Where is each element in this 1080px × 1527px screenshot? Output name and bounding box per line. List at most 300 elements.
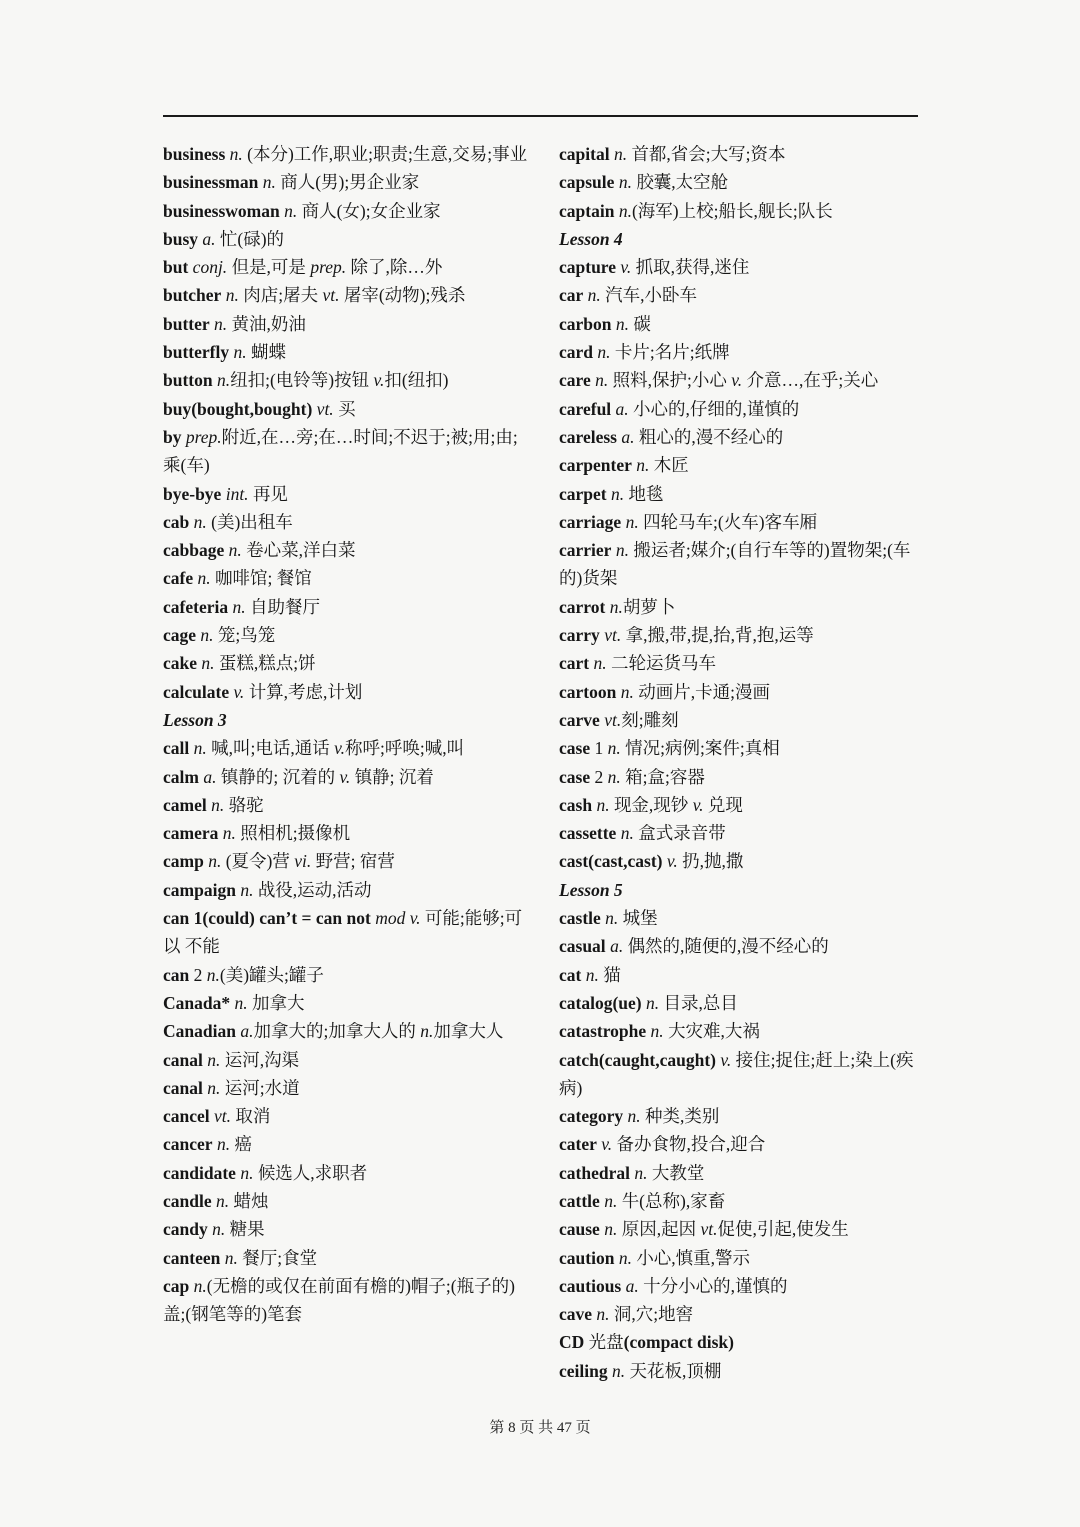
definition: 蜡烛 [229, 1190, 269, 1211]
definition: 卡片;名片;纸牌 [610, 342, 730, 363]
part-of-speech: n. [209, 313, 228, 334]
vocab-entry [163, 1244, 535, 1272]
headword: cattle [559, 1190, 600, 1211]
part-of-speech: n. [621, 511, 639, 532]
headword: cast(cast,cast) [559, 851, 663, 872]
part-of-speech: vi. [294, 851, 312, 872]
definition: 咖啡馆; 餐馆 [210, 568, 312, 589]
headword: catch(caught,caught) [559, 1049, 716, 1070]
definition: 抓取,获得,迷住 [631, 257, 750, 278]
vocab-entry [559, 649, 931, 677]
vocab-entry [559, 281, 931, 309]
vocab-entry [559, 253, 931, 281]
part-of-speech: n. [607, 1360, 626, 1381]
vocab-entry [559, 819, 931, 847]
headword: castle [559, 908, 601, 929]
part-of-speech: n. [258, 172, 276, 193]
headword: casual [559, 936, 606, 957]
part-of-speech: prep. [181, 426, 222, 447]
vocab-entry [163, 593, 535, 621]
headword: candidate [163, 1162, 236, 1183]
part-of-speech: n. [629, 1162, 648, 1183]
headword: canal [163, 1077, 203, 1098]
part-of-speech: n. [196, 625, 214, 646]
vocab-entry [163, 564, 535, 592]
page-footer: 第 8 页 共 47 页 [489, 1420, 591, 1436]
vocab-entry [163, 281, 535, 309]
definition: 野营; 宿营 [311, 851, 395, 872]
part-of-speech: n. [583, 285, 601, 306]
definition: 镇静; 沉着 [350, 766, 434, 787]
definition: 十分小心的,谨慎的 [638, 1275, 788, 1296]
definition: 卷心菜,洋白菜 [241, 540, 356, 561]
headword: Canadian [163, 1021, 236, 1042]
vocab-entry [163, 649, 535, 677]
headword: cabbage [163, 540, 225, 561]
headword: carbon [559, 313, 612, 334]
definition: (海军)上校;船长,舰长;队长 [631, 200, 833, 221]
definition: 猫 [598, 964, 621, 985]
headword: businesswoman [163, 200, 280, 221]
definition: 加拿大人 [433, 1021, 504, 1042]
vocab-entry [559, 1130, 931, 1158]
vocab-entry [559, 197, 931, 225]
part-of-speech: n. [212, 370, 231, 391]
vocab-entry [559, 508, 931, 536]
right-column [559, 140, 931, 1385]
definition: 胶囊,太空舱 [631, 172, 729, 193]
part-of-speech: n. [590, 370, 609, 391]
headword: cause [559, 1219, 600, 1240]
part-of-speech: vt. [209, 1106, 232, 1127]
headword: businessman [163, 172, 259, 193]
part-of-speech: n. [220, 1247, 238, 1268]
part-of-speech: n. [203, 851, 222, 872]
headword: card [559, 342, 594, 363]
headword: (compact disk) [623, 1332, 734, 1353]
headword: butterfly [163, 342, 230, 363]
vocab-entry [559, 1300, 931, 1328]
vocab-entry [163, 1215, 535, 1243]
part-of-speech: mod v. [370, 908, 421, 929]
headword: cancer [163, 1134, 213, 1155]
definition: 买 [333, 398, 356, 419]
vocab-entry [559, 310, 931, 338]
headword: catastrophe [559, 1021, 647, 1042]
vocab-entry [163, 310, 535, 338]
definition: 照相机;摄像机 [235, 823, 351, 844]
part-of-speech: n. [609, 144, 628, 164]
definition: 糖果 [225, 1219, 265, 1240]
vocab-entry [559, 621, 931, 649]
definition: (美)出租车 [206, 511, 293, 532]
vocab-entry [163, 791, 535, 819]
headword: call [163, 738, 190, 759]
vocab-entry [559, 451, 931, 479]
part-of-speech: n. [230, 992, 248, 1013]
lesson-heading: Lesson 5 [559, 879, 623, 900]
vocab-entry [163, 961, 535, 989]
definition: 箱;盒;容器 [620, 766, 705, 787]
definition: 照料,保护;小心 [608, 370, 732, 391]
part-of-speech: n. [225, 144, 243, 164]
part-of-speech: n. [189, 738, 207, 759]
definition: 蛋糕,糕点;饼 [214, 653, 316, 674]
part-of-speech: n. [606, 483, 625, 504]
part-of-speech: v. [716, 1049, 732, 1070]
headword: cautious [559, 1275, 622, 1296]
headword: cathedral [559, 1162, 630, 1183]
vocab-entry [163, 1046, 535, 1074]
definition: 大教堂 [647, 1162, 705, 1183]
definition: 兑现 [703, 794, 743, 815]
headword: cave [559, 1304, 593, 1325]
headword: candy [163, 1219, 208, 1240]
headword: calculate [163, 681, 230, 702]
definition: 附近,在…旁;在…时间;不迟于;被;用;由;乘(车) [163, 426, 518, 476]
definition: 镇静的; 沉着的 [216, 766, 340, 787]
headword: careful [559, 398, 612, 419]
vocab-entry [559, 168, 931, 196]
part-of-speech: v. [373, 370, 385, 391]
headword: cat [559, 964, 582, 985]
headword: by [163, 426, 182, 447]
definition: 计算,考虑,计划 [244, 681, 363, 702]
headword: camp [163, 851, 204, 872]
definition: 运河;水道 [220, 1077, 300, 1098]
definition: 盒式录音带 [633, 823, 726, 844]
vocab-entry [163, 621, 535, 649]
headword: CD [559, 1332, 585, 1353]
vocab-entry [559, 932, 931, 960]
definition: 原因,起因 [617, 1219, 701, 1240]
headword: capital [559, 144, 610, 164]
definition: 拿,搬,带,提,抬,背,抱,运等 [621, 625, 814, 646]
part-of-speech: n. [593, 342, 611, 363]
definition: 小心,慎重,警示 [631, 1247, 751, 1268]
definition: 扔,抛,撒 [677, 851, 744, 872]
part-of-speech: v. [229, 681, 245, 702]
definition: 情况;病例;案件;真相 [620, 738, 780, 759]
vocab-entry [559, 791, 931, 819]
definition: 喊,叫;电话,通话 [206, 738, 335, 759]
vocab-entry [163, 678, 535, 706]
part-of-speech: int. [221, 483, 249, 504]
lesson-heading: Lesson 3 [163, 709, 227, 730]
vocab-entry [163, 536, 535, 564]
part-of-speech: n. [592, 794, 610, 815]
part-of-speech: n. [600, 908, 619, 929]
part-of-speech: n. [599, 1190, 618, 1211]
headword: cake [163, 653, 198, 674]
part-of-speech: a. [235, 1021, 254, 1042]
header-rule [163, 115, 918, 117]
vocab-entry [163, 876, 535, 904]
definition: 商人(女);女企业家 [297, 200, 441, 221]
headword: button [163, 370, 213, 391]
headword: canteen [163, 1247, 221, 1268]
headword: calm [163, 766, 199, 787]
headword: camera [163, 823, 219, 844]
definition: 扣(纽扣) [384, 370, 449, 391]
definition: 天花板,顶棚 [625, 1360, 722, 1381]
definition: 目录,总目 [659, 992, 738, 1013]
part-of-speech: n. [211, 1190, 230, 1211]
headword: busy [163, 228, 199, 249]
part-of-speech: v. [692, 794, 704, 815]
definition: 促使,引起,使发生 [717, 1219, 849, 1240]
definition: 屠宰(动物);残杀 [339, 285, 466, 306]
vocab-entry [163, 1102, 535, 1130]
vocab-entry [559, 1102, 931, 1130]
headword: can [163, 964, 190, 985]
part-of-speech: n. [616, 681, 634, 702]
vocab-entry [163, 1074, 535, 1102]
vocab-entry [163, 480, 535, 508]
part-of-speech: prep. [310, 257, 347, 278]
definition: 胡萝卜 [622, 596, 676, 617]
part-of-speech: a. [611, 398, 629, 419]
vocab-entry [163, 734, 535, 762]
part-of-speech: a. [198, 228, 216, 249]
headword: catalog(ue) [559, 992, 642, 1013]
part-of-speech: v. [339, 766, 351, 787]
part-of-speech: vt. [599, 625, 622, 646]
headword: carrier [559, 540, 612, 561]
part-of-speech: n. [193, 568, 211, 589]
definition: 首都,省会;大写;资本 [627, 144, 786, 164]
definition: 笼;鸟笼 [213, 625, 276, 646]
part-of-speech: n. [592, 1304, 610, 1325]
part-of-speech: vt. [322, 285, 340, 306]
part-of-speech: a. [621, 1275, 639, 1296]
definition: 商人(男);男企业家 [275, 172, 420, 193]
headword: cab [163, 511, 190, 532]
vocab-entry [559, 1159, 931, 1187]
vocab-entry [559, 847, 931, 875]
headword: can 1(could) can’t = can not [163, 908, 371, 929]
definition: 候选人,求职者 [253, 1162, 368, 1183]
part-of-speech: vt. [312, 398, 334, 419]
definition: 战役,运动,活动 [253, 879, 372, 900]
vocab-entry [559, 423, 931, 451]
definition: 2 [189, 964, 207, 985]
vocab-entry [163, 253, 535, 281]
headword: carpet [559, 483, 607, 504]
definition: 汽车,小卧车 [600, 285, 698, 306]
definition: 地毯 [624, 483, 664, 504]
headword: cancel [163, 1106, 210, 1127]
part-of-speech: n. [221, 285, 239, 306]
part-of-speech: n. [611, 540, 629, 561]
headword: carry [559, 625, 600, 646]
vocab-entry [559, 706, 931, 734]
vocab-entry [559, 366, 931, 394]
definition: 1 [590, 738, 608, 759]
headword: bye-bye [163, 483, 222, 504]
definition: 2 [590, 766, 608, 787]
headword: canal [163, 1049, 203, 1070]
definition: 木匠 [649, 455, 689, 476]
headword: candle [163, 1190, 212, 1211]
part-of-speech: vt. [599, 709, 622, 730]
headword: cassette [559, 823, 617, 844]
vocab-entry [559, 1328, 931, 1356]
headword: cafe [163, 568, 194, 589]
vocab-entry [163, 904, 535, 961]
part-of-speech: n. [197, 653, 215, 674]
vocab-entry [559, 734, 931, 762]
vocab-entry [163, 423, 535, 480]
vocab-entry [163, 225, 535, 253]
part-of-speech: n. [202, 1049, 221, 1070]
definition: 餐厅;食堂 [237, 1247, 318, 1268]
definition: 备办食物,投合,迎合 [612, 1134, 766, 1155]
definition: 自助餐厅 [245, 596, 320, 617]
vocab-entry [559, 961, 931, 989]
definition: 加拿大 [247, 992, 305, 1013]
part-of-speech: n. [589, 653, 607, 674]
part-of-speech: n. [229, 342, 247, 363]
definition: 称呼;呼唤;喊,叫 [344, 738, 465, 759]
part-of-speech: n. [623, 1106, 641, 1127]
vocab-entry [559, 1215, 931, 1243]
vocab-entry [559, 1357, 931, 1385]
definition: 纽扣;(电铃等)按钮 [230, 370, 374, 391]
definition: 运河,沟渠 [220, 1049, 300, 1070]
vocab-entry [163, 197, 535, 225]
headword: care [559, 370, 591, 391]
definition: 肉店;屠夫 [238, 285, 323, 306]
definition: 碳 [629, 313, 651, 334]
part-of-speech: n. [207, 1219, 226, 1240]
definition: 癌 [230, 1134, 252, 1155]
vocab-entry [163, 819, 535, 847]
definition: 除了,除…外 [346, 257, 443, 278]
vocab-entry [559, 140, 931, 168]
definition: (本分)工作,职业;职责;生意,交易;事业 [242, 144, 528, 164]
definition: 忙(碌)的 [215, 228, 285, 249]
definition: 大灾难,大祸 [663, 1021, 760, 1042]
headword: cart [559, 653, 590, 674]
part-of-speech: n. [206, 964, 220, 985]
definition: 粗心的,漫不经心的 [634, 426, 784, 447]
definition: 光盘 [584, 1332, 624, 1353]
headword: butcher [163, 285, 222, 306]
headword: cafeteria [163, 596, 229, 617]
vocab-entry [163, 989, 535, 1017]
headword: Canada* [163, 992, 231, 1013]
part-of-speech: n. [224, 540, 242, 561]
definition: 取消 [231, 1106, 271, 1127]
headword: capsule [559, 172, 615, 193]
definition: 可能;能够;可以 不能 [163, 908, 523, 957]
vocab-entry [559, 480, 931, 508]
headword: careless [559, 426, 617, 447]
lesson-heading: Lesson 4 [559, 228, 623, 249]
part-of-speech: v. [731, 370, 743, 391]
definition: (美)罐头;罐子 [219, 964, 324, 985]
part-of-speech: v. [662, 851, 678, 872]
part-of-speech: vt. [700, 1219, 718, 1240]
vocab-entry [163, 366, 535, 394]
part-of-speech: n. [206, 794, 225, 815]
part-of-speech: n. [631, 455, 650, 476]
definition: 再见 [248, 483, 288, 504]
part-of-speech: v. [334, 738, 345, 759]
headword: butter [163, 313, 210, 334]
part-of-speech: n. [420, 1021, 434, 1042]
part-of-speech: n. [641, 992, 660, 1013]
definition: (夏令)营 [221, 851, 295, 872]
part-of-speech: n. [581, 964, 599, 985]
definition: 二轮运货马车 [606, 653, 716, 674]
definition: 接住;捉住;赶上;染上(疾病) [559, 1049, 914, 1098]
part-of-speech: n. [614, 200, 632, 221]
definition: 动画片,卡通;漫画 [633, 681, 770, 702]
part-of-speech: n. [607, 738, 621, 759]
part-of-speech: a. [198, 766, 217, 787]
part-of-speech: n. [614, 172, 632, 193]
part-of-speech: n. [605, 596, 623, 617]
definition: 种类,类别 [640, 1106, 720, 1127]
vocab-entry [559, 989, 931, 1017]
headword: cartoon [559, 681, 617, 702]
definition: 现金,现钞 [609, 794, 693, 815]
definition: 加拿大的;加拿大人的 [253, 1021, 421, 1042]
headword: category [559, 1106, 624, 1127]
vocab-entry [163, 140, 535, 168]
definition: 骆驼 [224, 794, 264, 815]
vocab-entry [559, 1187, 931, 1215]
part-of-speech: n. [279, 200, 298, 221]
vocab-entry [559, 1046, 931, 1103]
vocab-entry [163, 508, 535, 536]
definition: 黄油,奶油 [227, 313, 306, 334]
part-of-speech: conj. [188, 257, 228, 278]
part-of-speech: n. [614, 1247, 632, 1268]
vocab-entry [163, 168, 535, 196]
vocab-entry [163, 1159, 535, 1187]
definition: 牛(总称),家畜 [617, 1190, 726, 1211]
headword: carve [559, 709, 600, 730]
part-of-speech: a. [617, 426, 635, 447]
vocab-entry [559, 536, 931, 593]
headword: but [163, 257, 189, 278]
headword: case [559, 766, 591, 787]
vocab-entry [163, 1272, 535, 1329]
part-of-speech: n. [202, 1077, 221, 1098]
vocab-entry [559, 1272, 931, 1300]
part-of-speech: n. [611, 313, 629, 334]
headword: ceiling [559, 1360, 608, 1381]
headword: case [559, 738, 591, 759]
definition: 偶然的,随便的,漫不经心的 [623, 936, 829, 957]
vocab-entry [163, 338, 535, 366]
headword: capture [559, 257, 617, 278]
vocab-entry [559, 1244, 931, 1272]
part-of-speech: n. [235, 879, 254, 900]
definition: 刻;雕刻 [621, 709, 679, 730]
headword: carpenter [559, 455, 632, 476]
vocab-entry [163, 763, 535, 791]
part-of-speech: n. [607, 766, 621, 787]
part-of-speech: n. [599, 1219, 618, 1240]
part-of-speech: a. [605, 936, 624, 957]
definition: 四轮马车;(火车)客车厢 [638, 511, 818, 532]
part-of-speech: n. [218, 823, 236, 844]
vocab-entry [559, 395, 931, 423]
